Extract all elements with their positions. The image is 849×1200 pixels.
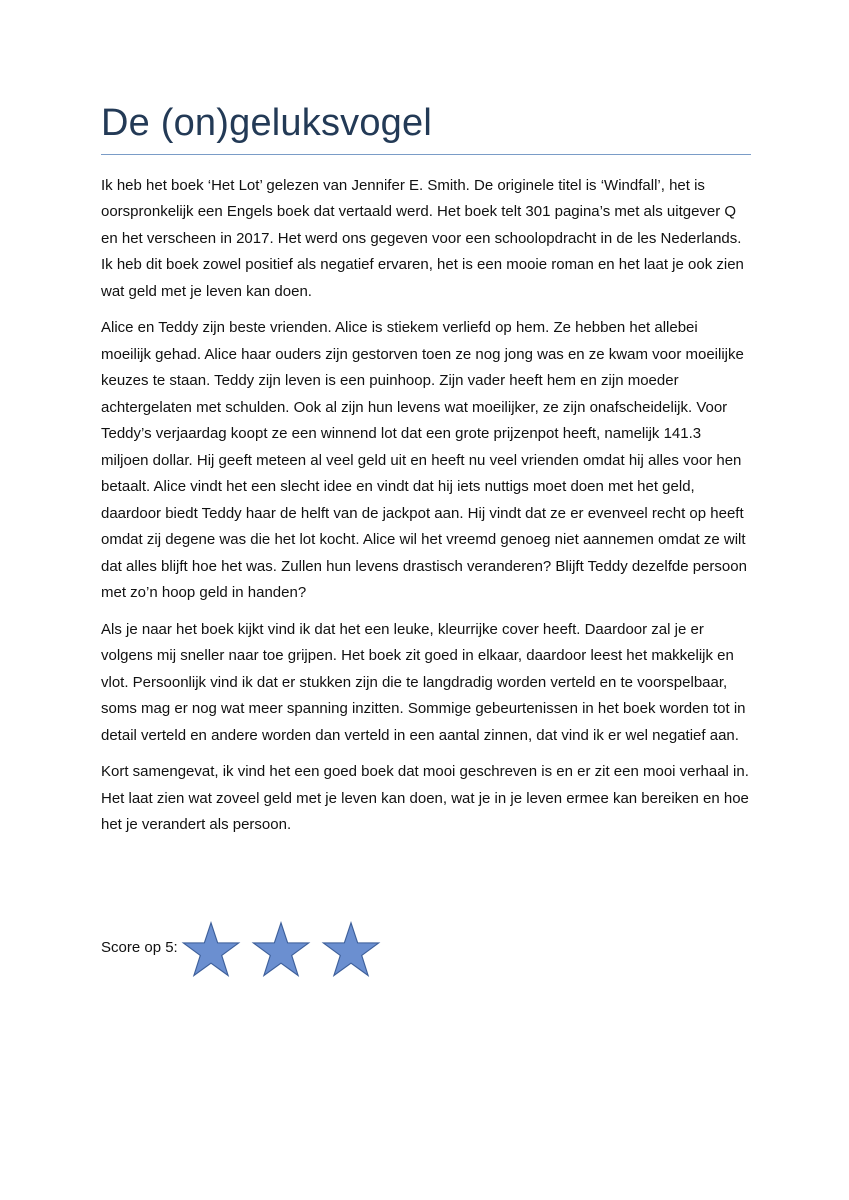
star-icon	[179, 920, 243, 982]
star-rating	[179, 920, 383, 984]
paragraph-summary: Alice en Teddy zijn beste vrienden. Alice is stiekem verliefd op hem. Ze hebben het allebei moeilijk gehad. Alice haar ouders zijn gestorven toen ze nog jong was en ze kwam voor moeilijke keuzes te staan. Teddy zijn leven is een puinhoop. Zijn vader heeft hem en zijn moeder achtergelaten met schulden. Ook al zijn hun levens wat moeilijker, ze zijn onafscheidelijk. Voor Teddy’s verjaardag koopt ze een winnend lot dat een grote prijzenpot heeft, namelijk 141.3 miljoen dollar. Hij geeft meteen al veel geld uit en heeft nu veel vrienden omdat hij alles voor hen betaalt. Alice vindt het een slecht idee en vindt dat hij iets nuttigs moet doen met het geld, daardoor biedt Teddy haar de helft van de jackpot aan. Hij vindt dat ze er evenveel recht op heeft omdat zij degene was die het lot kocht. Alice wil het vreemd genoeg niet aannemen omdat ze wilt dat alles blijft hoe het was. Zullen hun levens drastisch veranderen? Blijft Teddy dezelfde persoon met zo’n hoop geld in handen?	[101, 319, 747, 601]
star-icon	[319, 920, 383, 982]
document-page	[101, 100, 751, 956]
score-row	[101, 920, 751, 990]
paragraph-conclusion: Kort samengevat, ik vind het een goed boek dat mooi geschreven is en er zit een mooi verhaal in. Het laat zien wat zoveel geld met je leven kan doen, wat je in je leven ermee kan bereiken en hoe het je verandert als persoon.	[101, 763, 749, 833]
score-label: Score op 5:	[101, 939, 178, 956]
document-title: De (on)geluksvogel	[101, 102, 432, 144]
title-underline	[101, 154, 751, 155]
paragraph-intro: Ik heb het boek ‘Het Lot’ gelezen van Jennifer E. Smith. De originele titel is ‘Windfall’, het is oorspronkelijk een Engels boek dat vertaald werd. Het boek telt 301 pagina’s met als uitgever Q en het verscheen in 2017. Het werd ons gegeven voor een schoolopdracht in de les Nederlands. Ik heb dit boek zowel positief als negatief ervaren, het is een mooie roman en het laat je ook zien wat geld met je leven kan doen.	[101, 176, 744, 300]
paragraph-opinion: Als je naar het boek kijkt vind ik dat het een leuke, kleurrijke cover heeft. Daardoor zal je er volgens mij sneller naar toe grijpen. Het boek zit goed in elkaar, daardoor leest het makkelijk en vlot. Persoonlijk vind ik dat er stukken zijn die te langdradig worden verteld en te voorspelbaar, soms mag er nog wat meer spanning inzitten. Sommige gebeurtenissen in het boek worden tot in detail verteld en andere worden dan verteld in een aantal zinnen, dat vind ik er wel negatief aan.	[101, 620, 746, 744]
star-icon	[249, 920, 313, 982]
